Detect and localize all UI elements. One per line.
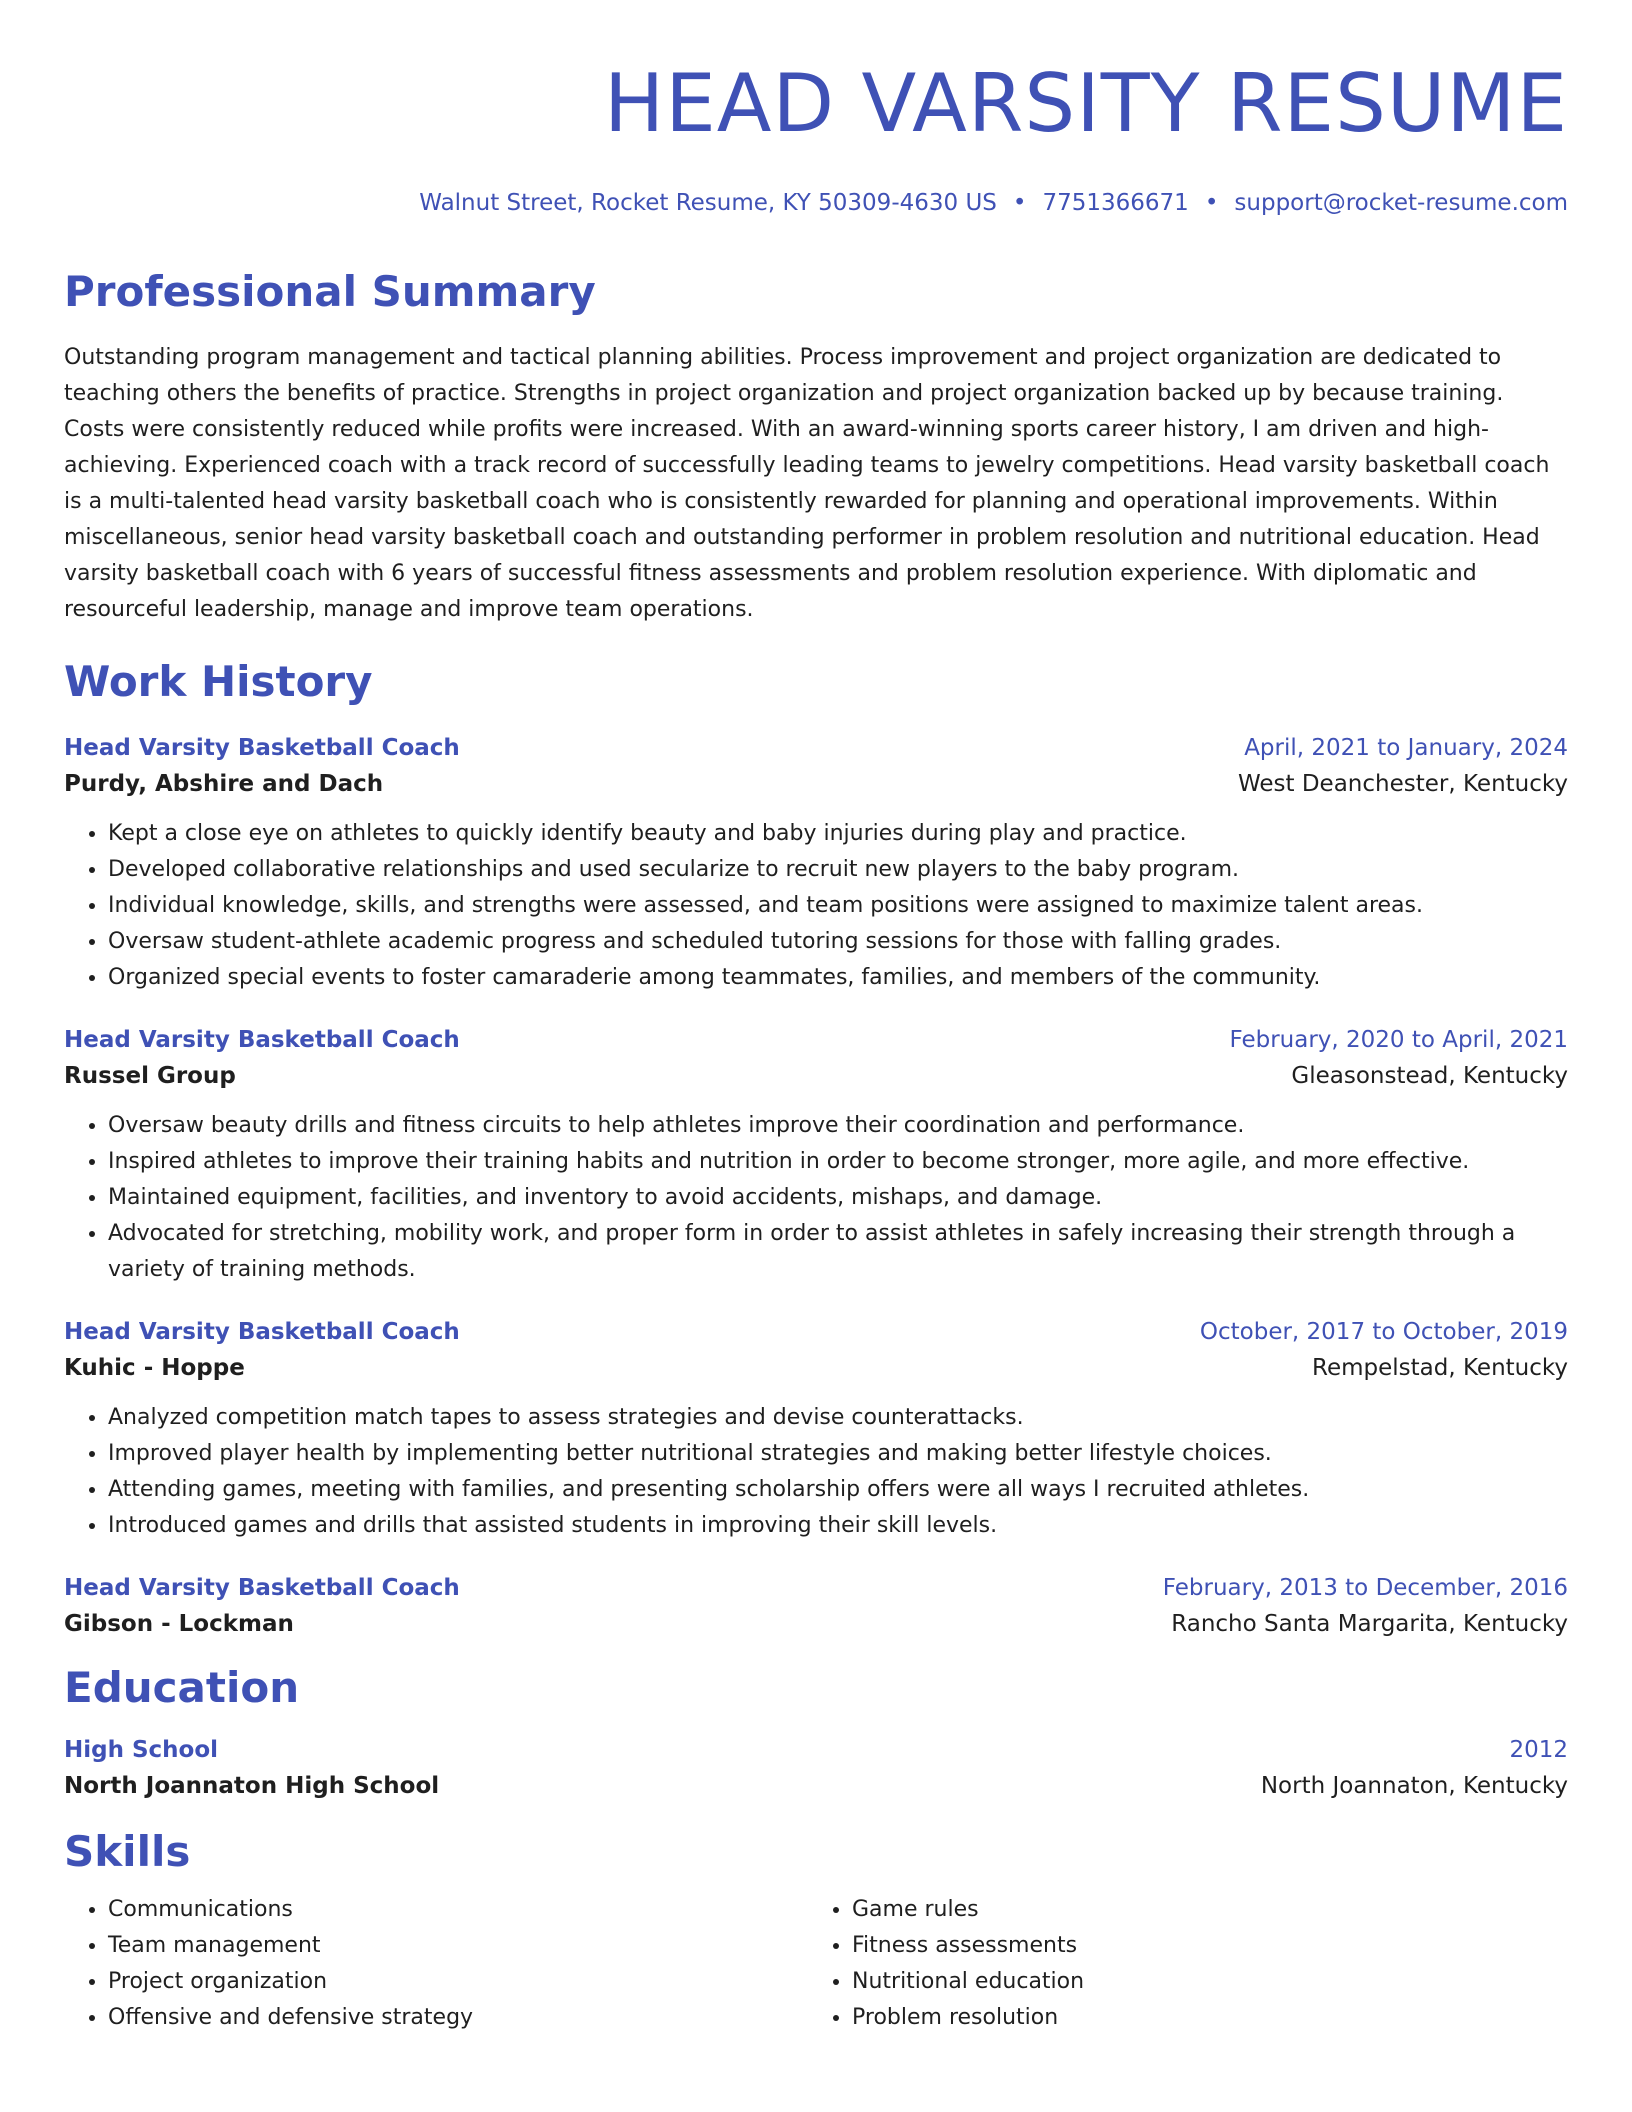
education-heading: Education (64, 1663, 300, 1712)
summary-text: Outstanding program management and tactical planning abilities. Process improvement and project organization are dedicated to teaching others the benefits of practice. Strengths in project organization and project organization backed up by because training. Costs were consistently reduced while profits were increased. With an award-winning sports career history, I am driven and high-achieving. Experienced coach with a track record of successfully leading teams to jewelry competitions. Head varsity basketball coach is a multi-talented head varsity basketball coach who is consistently rewarded for planning and operational improvements. Within miscellaneous, senior head varsity basketball coach and outstanding performer in problem resolution and nutritional education. Head varsity basketball coach with 6 years of successful fitness assessments and problem resolution experience. With diplomatic and resourceful leadership, manage and improve team operations. (64, 345, 1550, 622)
job-entry (64, 1022, 1568, 1288)
skill-item: • Game rules (852, 1892, 1552, 1928)
list-item: • Attending games, meeting with families, and presenting scholarship offers were all ways I recruited athletes. (108, 1472, 1568, 1508)
job-title: Head Varsity Basketball Coach (64, 1575, 460, 1601)
skills-columns (64, 1892, 1568, 2036)
job-location: Gleasonstead, Kentucky (1291, 1063, 1568, 1089)
list-item: • Maintained equipment, facilities, and inventory to avoid accidents, mishaps, and damage. (108, 1180, 1568, 1216)
job-location: Rempelstad, Kentucky (1312, 1355, 1568, 1381)
list-item: • Developed collaborative relationships and used secularize to recruit new players to the baby program. (108, 852, 1568, 888)
job-dates: February, 2020 to April, 2021 (1229, 1027, 1568, 1053)
summary-section (64, 266, 1568, 628)
skill-item: • Nutritional education (852, 1964, 1552, 2000)
job-bullets (64, 1108, 1568, 1288)
job-dates: October, 2017 to October, 2019 (1199, 1319, 1568, 1345)
job-bullets (64, 1400, 1568, 1544)
skills-list-right (808, 1892, 1552, 2036)
job-location: West Deanchester, Kentucky (1237, 771, 1568, 797)
school-location: North Joannaton, Kentucky (1260, 1773, 1568, 1799)
skills-heading: Skills (64, 1827, 191, 1876)
list-item: • Oversaw beauty drills and fitness circuits to help athletes improve their coordination and performance. (108, 1108, 1568, 1144)
company-name: Kuhic - Hoppe (64, 1355, 245, 1381)
skill-item: • Project organization (108, 1964, 808, 2000)
contact-separator: • (1012, 190, 1027, 216)
work-history-heading: Work History (64, 657, 373, 706)
skill-item: • Communications (108, 1892, 808, 1928)
list-item: • Improved player health by implementing better nutritional strategies and making better lifestyle choices. (108, 1436, 1568, 1472)
list-item: • Advocated for stretching, mobility work, and proper form in order to assist athletes in safely increasing their strength through a variety of training methods. (108, 1216, 1568, 1288)
school-name: North Joannaton High School (64, 1773, 440, 1799)
job-location: Rancho Santa Margarita, Kentucky (1171, 1611, 1568, 1637)
phone: 7751366671 (1042, 190, 1189, 216)
list-item: • Inspired athletes to improve their training habits and nutrition in order to become stronger, more agile, and more effective. (108, 1144, 1568, 1180)
summary-heading: Professional Summary (64, 267, 596, 316)
degree: High School (64, 1737, 219, 1763)
list-item: • Oversaw student-athlete academic progress and scheduled tutoring sessions for those with falling grades. (108, 924, 1568, 960)
work-history-section (64, 656, 1568, 1642)
list-item: • Introduced games and drills that assisted students in improving their skill levels. (108, 1508, 1568, 1544)
company-name: Russel Group (64, 1063, 236, 1089)
list-item: • Analyzed competition match tapes to assess strategies and devise counterattacks. (108, 1400, 1568, 1436)
skill-item: • Offensive and defensive strategy (108, 2000, 808, 2036)
skills-list-left (64, 1892, 808, 2036)
job-title: Head Varsity Basketball Coach (64, 1319, 460, 1345)
email-link[interactable]: support@rocket-resume.com (1234, 190, 1568, 216)
contact-line (64, 188, 1568, 218)
job-entry (64, 730, 1568, 996)
address: Walnut Street, Rocket Resume, KY 50309-4630 US (419, 190, 997, 216)
job-dates: April, 2021 to January, 2024 (1244, 735, 1568, 761)
job-title: Head Varsity Basketball Coach (64, 735, 460, 761)
list-item: • Individual knowledge, skills, and strengths were assessed, and team positions were assigned to maximize talent areas. (108, 888, 1568, 924)
company-name: Purdy, Abshire and Dach (64, 771, 384, 797)
graduation-year: 2012 (1509, 1737, 1568, 1763)
list-item: • Organized special events to foster camaraderie among teammates, families, and members of the community. (108, 960, 1568, 996)
education-section (64, 1662, 1568, 1804)
resume-title: HEAD VARSITY RESUME (604, 57, 1568, 150)
job-entry (64, 1570, 1568, 1642)
contact-separator: • (1204, 190, 1219, 216)
skill-item: • Problem resolution (852, 2000, 1552, 2036)
company-name: Gibson - Lockman (64, 1611, 294, 1637)
list-item: • Kept a close eye on athletes to quickly identify beauty and baby injuries during play and practice. (108, 816, 1568, 852)
job-dates: February, 2013 to December, 2016 (1162, 1575, 1568, 1601)
skill-item: • Fitness assessments (852, 1928, 1552, 1964)
job-entry (64, 1314, 1568, 1544)
job-bullets (64, 816, 1568, 996)
job-title: Head Varsity Basketball Coach (64, 1027, 460, 1053)
skills-section (64, 1826, 1568, 2036)
skill-item: • Team management (108, 1928, 808, 1964)
